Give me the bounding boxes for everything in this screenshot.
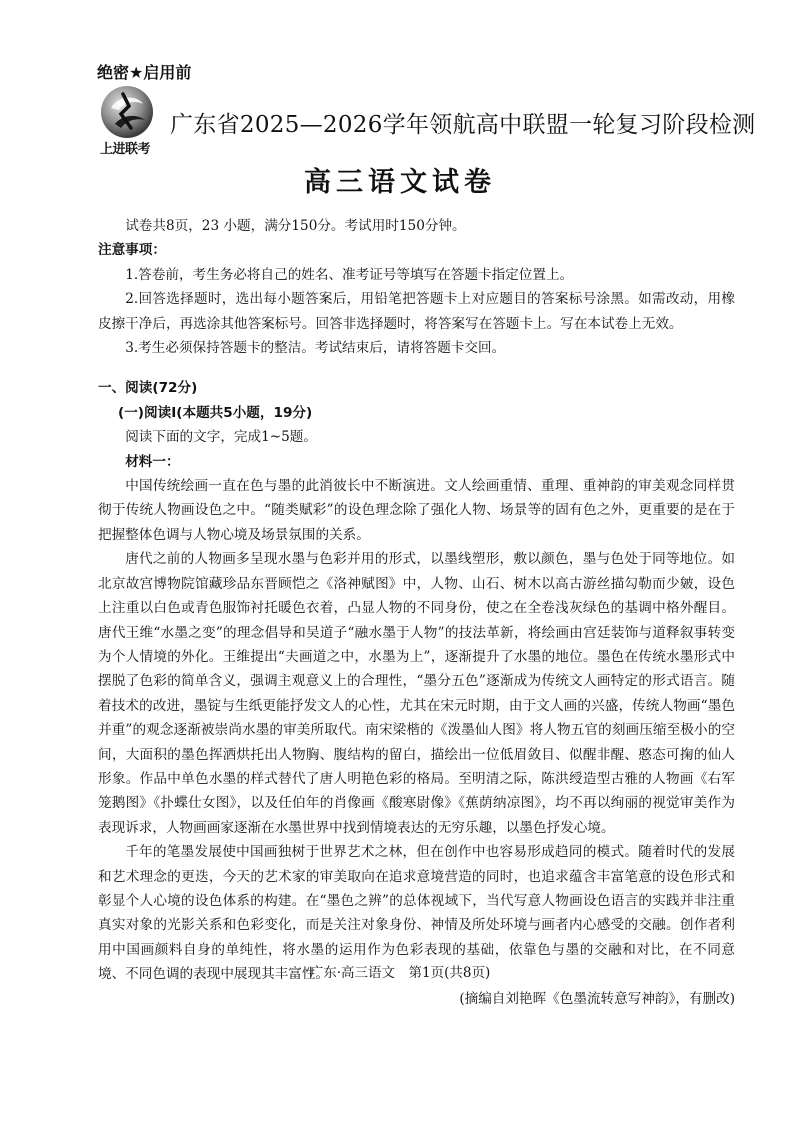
note-item: 1.答卷前，考生务必将自己的姓名、准考证号等填写在答题卡指定位置上。: [125, 266, 574, 283]
subsection-title: (一)阅读Ⅰ(本题共5小题，19分): [118, 404, 313, 421]
exam-title: 高三语文试卷: [304, 167, 496, 198]
logo-text: 上进联考: [99, 142, 150, 157]
paragraph: 中国传统绘画一直在色与墨的此消彼长中不断演进。文人绘画重情、重理、重神韵的审美观念同样贯彻于传统人物画设色之中。“随类赋彩”的设色理念除了强化人物、场景等的固有色之外，更重要的是在于把握整体色调与人物心境及场景氛围的关系。: [98, 478, 735, 543]
reading-instruction: 阅读下面的文字，完成1~5题。: [125, 429, 317, 446]
logo-emblem-icon: [93, 84, 163, 144]
material-label: 材料一：: [125, 453, 180, 470]
header-title: 广东省2025—2026学年领航高中联盟一轮复习阶段检测: [170, 112, 756, 138]
source-citation: (摘编自刘艳晖《色墨流转意写神韵》，有删改): [459, 990, 735, 1007]
page-footer: 广东·高三语文 第1页(共8页): [309, 965, 491, 981]
paragraph: 唐代之前的人物画多呈现水墨与色彩并用的形式，以墨线塑形，敷以颜色，墨与色处于同等地位。如北京故宫博物院馆藏珍品东晋顾恺之《洛神赋图》中，人物、山石、树木以高古游丝描勾勒而少皴，设色上注重以白色或青色服饰衬托暖色衣着，凸显人物的不同身份，使之在全卷浅灰绿色的基调中格外醒目。唐代王维“水墨之变”的理念倡导和吴道子“融水墨于人物”的技法革新，将绘画由宫廷装饰与道释叙事转变为个人情境的外化。王维提出“夫画道之中，水墨为上”，逐渐提升了水墨的地位。墨色在传统水墨形式中摆脱了色彩的简单含义，强调主观意义上的合理性，“墨分五色”逐渐成为传统文人画特定的形式语言。随着技术的改进，墨锭与生纸更能抒发文人的心性，尤其在宋元时期，由于文人画的兴盛，传统人物画“墨色并重”的观念逐渐被崇尚水墨的审美所取代。南宋梁楷的《泼墨仙人图》将人物五官的刻画压缩至极小的空间，大面积的墨色挥洒烘托出人物胸、腹结构的留白，描绘出一位低眉敛目、似醒非醒、憨态可掬的仙人形象。作品中单色水墨的样式替代了唐人明艳色彩的格局。至明清之际，陈洪绶造型古雅的人物画《右军笼鹅图》《扑蝶仕女图》，以及任伯年的肖像画《酸寒尉像》《蕉荫纳凉图》，均不再以绚丽的视觉审美作为表现诉求，人物画画家逐渐在水墨世界中找到情境表达的无穷乐趣，以墨色抒发心境。: [98, 551, 735, 836]
notes-title: 注意事项：: [98, 242, 166, 259]
note-item: 2.回答选择题时，选出每小题答案后，用铅笔把答题卡上对应题目的答案标号涂黑。如需改动，用橡皮擦干净后，再选涂其他答案标号。回答非选择题时，将答案写在答题卡上。写在本试卷上无效。: [98, 291, 735, 332]
paragraph: 千年的笔墨发展使中国画独树于世界艺术之林，但在创作中也容易形成趋同的模式。随着时代的发展和艺术理念的更迭，今天的艺术家的审美取向在追求意境营造的同时，也追求蕴含丰富笔意的设色形式和彰显个人心境的设色体系的构建。在“墨色之辨”的总体视域下，当代写意人物画设色语言的实践并非注重真实对象的光影关系和色彩变化，而是关注对象身份、神情及所处环境与画者内心感受的交融。创作者利用中国画颜料自身的单纯性，将水墨的运用作为色彩表现的基础，依靠色与墨的交融和对比，在不同意境、不同色调的表现中展现其丰富性。: [98, 844, 735, 983]
section-title: 一、阅读(72分): [98, 380, 198, 397]
note-item: 3.考生必须保持答题卡的整洁。考试结束后，请将答题卡交回。: [125, 340, 506, 357]
exam-body: [98, 214, 735, 1011]
secrecy-label: 绝密★启用前: [97, 63, 192, 82]
exam-intro: 试卷共8页，23 小题，满分150分。考试用时150分钟。: [125, 218, 466, 234]
